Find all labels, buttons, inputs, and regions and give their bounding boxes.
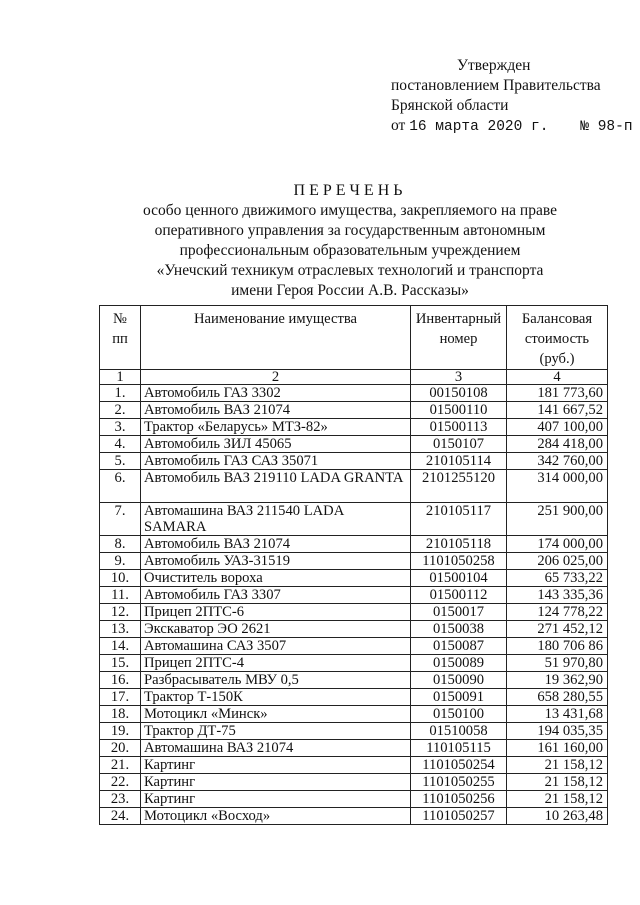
row-cost: 161 160,00 xyxy=(507,740,608,757)
table-row xyxy=(100,402,608,419)
row-cost: 194 035,35 xyxy=(507,723,608,740)
row-cost: 124 778,22 xyxy=(507,604,608,621)
row-cost: 13 431,68 xyxy=(507,706,608,723)
row-name: Автомобиль ЗИЛ 45065 xyxy=(141,436,411,453)
table-row xyxy=(100,655,608,672)
column-number: 2 xyxy=(141,370,411,385)
row-name: Картинг xyxy=(141,774,411,791)
table-row xyxy=(100,757,608,774)
row-inventory-number: 2101255120 xyxy=(411,470,507,503)
row-cost: 658 280,55 xyxy=(507,689,608,706)
row-cost: 407 100,00 xyxy=(507,419,608,436)
table-row xyxy=(100,791,608,808)
row-name: Разбрасыватель МВУ 0,5 xyxy=(141,672,411,689)
row-number: 15. xyxy=(100,655,141,672)
row-cost: 21 158,12 xyxy=(507,774,608,791)
table-row xyxy=(100,689,608,706)
table-row xyxy=(100,553,608,570)
row-name: Автомобиль ГАЗ 3307 xyxy=(141,587,411,604)
row-cost: 65 733,22 xyxy=(507,570,608,587)
row-name: Автомашина ВАЗ 21074 xyxy=(141,740,411,757)
row-name: Трактор ДТ-75 xyxy=(141,723,411,740)
row-inventory-number: 210105118 xyxy=(411,536,507,553)
table-header-row xyxy=(100,306,608,370)
row-number: 1. xyxy=(100,385,141,402)
table-row xyxy=(100,470,608,503)
row-number: 20. xyxy=(100,740,141,757)
row-name: Трактор Т-150К xyxy=(141,689,411,706)
row-number: 4. xyxy=(100,436,141,453)
table-row xyxy=(100,672,608,689)
row-name: Мотоцикл «Минск» xyxy=(141,706,411,723)
row-number: 7. xyxy=(100,503,141,536)
row-name: Автомобиль ВАЗ 219110 LADA GRANTA xyxy=(141,470,411,503)
row-inventory-number: 1101050258 xyxy=(411,553,507,570)
row-number: 8. xyxy=(100,536,141,553)
column-number: 1 xyxy=(100,370,141,385)
row-inventory-number: 0150017 xyxy=(411,604,507,621)
row-inventory-number: 01500104 xyxy=(411,570,507,587)
row-number: 12. xyxy=(100,604,141,621)
row-number: 23. xyxy=(100,791,141,808)
table-row xyxy=(100,385,608,402)
row-name: Трактор «Беларусь» МТЗ-82» xyxy=(141,419,411,436)
row-number: 18. xyxy=(100,706,141,723)
row-name: Автомобиль ВАЗ 21074 xyxy=(141,402,411,419)
row-number: 24. xyxy=(100,808,141,825)
row-inventory-number: 0150090 xyxy=(411,672,507,689)
approval-date-value: 16 марта 2020 г. xyxy=(409,119,549,135)
row-cost: 181 773,60 xyxy=(507,385,608,402)
row-inventory-number: 1101050256 xyxy=(411,791,507,808)
row-inventory-number: 01500112 xyxy=(411,587,507,604)
approval-line-approved: Утвержден xyxy=(457,57,531,74)
table-row xyxy=(100,774,608,791)
row-name: Прицеп 2ПТС-6 xyxy=(141,604,411,621)
row-name: Картинг xyxy=(141,757,411,774)
table-body xyxy=(100,385,608,825)
column-number-row xyxy=(100,370,608,385)
row-number: 10. xyxy=(100,570,141,587)
row-inventory-number: 00150108 xyxy=(411,385,507,402)
table-row xyxy=(100,570,608,587)
row-cost: 284 418,00 xyxy=(507,436,608,453)
heading-line-5: имени Героя России А.В. Рассказы» xyxy=(231,282,469,299)
row-cost: 251 900,00 xyxy=(507,503,608,536)
row-number: 3. xyxy=(100,419,141,436)
table-row xyxy=(100,604,608,621)
row-name: Картинг xyxy=(141,791,411,808)
document-title: ПЕРЕЧЕНЬ xyxy=(293,182,407,199)
table-row xyxy=(100,419,608,436)
row-inventory-number: 01500113 xyxy=(411,419,507,436)
row-inventory-number: 0150089 xyxy=(411,655,507,672)
row-number: 6. xyxy=(100,470,141,503)
row-number: 19. xyxy=(100,723,141,740)
header-cost: Балансовая стоимость (руб.) xyxy=(507,306,608,370)
header-name: Наименование имущества xyxy=(141,306,411,370)
row-number: 9. xyxy=(100,553,141,570)
row-number: 13. xyxy=(100,621,141,638)
heading-line-4: «Унечский техникум отраслевых технологий и транспорта xyxy=(156,262,544,279)
row-name: Автомобиль УАЗ-31519 xyxy=(141,553,411,570)
approval-number: № 98-п xyxy=(580,119,633,135)
header-number: № пп xyxy=(100,306,141,370)
table-row xyxy=(100,621,608,638)
column-number: 4 xyxy=(507,370,608,385)
document-heading xyxy=(130,181,570,301)
row-inventory-number: 210105117 xyxy=(411,503,507,536)
approval-date-prefix: от xyxy=(391,117,406,134)
row-name: Экскаватор ЭО 2621 xyxy=(141,621,411,638)
row-inventory-number: 0150038 xyxy=(411,621,507,638)
heading-line-1: особо ценного движимого имущества, закрепляемого на праве xyxy=(143,202,557,219)
row-name: Автомобиль ГАЗ 3302 xyxy=(141,385,411,402)
row-inventory-number: 01500110 xyxy=(411,402,507,419)
row-cost: 174 000,00 xyxy=(507,536,608,553)
row-name: Автомашина САЗ 3507 xyxy=(141,638,411,655)
row-number: 17. xyxy=(100,689,141,706)
row-cost: 141 667,52 xyxy=(507,402,608,419)
row-number: 16. xyxy=(100,672,141,689)
approval-line-region: Брянской области xyxy=(391,97,509,114)
row-number: 5. xyxy=(100,453,141,470)
table-row xyxy=(100,503,608,536)
row-cost: 10 263,48 xyxy=(507,808,608,825)
row-inventory-number: 110105115 xyxy=(411,740,507,757)
row-cost: 206 025,00 xyxy=(507,553,608,570)
row-cost: 143 335,36 xyxy=(507,587,608,604)
column-number: 3 xyxy=(411,370,507,385)
row-cost: 21 158,12 xyxy=(507,757,608,774)
row-number: 2. xyxy=(100,402,141,419)
row-inventory-number: 1101050257 xyxy=(411,808,507,825)
row-inventory-number: 0150091 xyxy=(411,689,507,706)
row-number: 11. xyxy=(100,587,141,604)
row-inventory-number: 1101050255 xyxy=(411,774,507,791)
row-number: 14. xyxy=(100,638,141,655)
row-name: Автомашина ВАЗ 211540 LADA SAMARA xyxy=(141,503,411,536)
table-row xyxy=(100,740,608,757)
approval-block xyxy=(391,56,631,137)
table-row xyxy=(100,587,608,604)
row-name: Автомобиль ВАЗ 21074 xyxy=(141,536,411,553)
row-name: Мотоцикл «Восход» xyxy=(141,808,411,825)
row-inventory-number: 01510058 xyxy=(411,723,507,740)
approval-line-resolution: постановлением Правительства xyxy=(391,77,601,94)
row-name: Очиститель вороха xyxy=(141,570,411,587)
approval-date-line xyxy=(391,116,631,137)
row-inventory-number: 0150107 xyxy=(411,436,507,453)
row-number: 21. xyxy=(100,757,141,774)
row-name: Прицеп 2ПТС-4 xyxy=(141,655,411,672)
row-cost: 314 000,00 xyxy=(507,470,608,503)
table-row xyxy=(100,436,608,453)
row-inventory-number: 1101050254 xyxy=(411,757,507,774)
table-row xyxy=(100,536,608,553)
row-name: Автомобиль ГАЗ САЗ 35071 xyxy=(141,453,411,470)
table-row xyxy=(100,453,608,470)
row-cost: 180 706 86 xyxy=(507,638,608,655)
row-cost: 21 158,12 xyxy=(507,791,608,808)
row-number: 22. xyxy=(100,774,141,791)
row-inventory-number: 0150087 xyxy=(411,638,507,655)
table-row xyxy=(100,723,608,740)
header-inventory: Инвентарный номер xyxy=(411,306,507,370)
row-cost: 342 760,00 xyxy=(507,453,608,470)
property-table xyxy=(99,305,608,825)
table-row xyxy=(100,638,608,655)
table-row xyxy=(100,706,608,723)
row-cost: 271 452,12 xyxy=(507,621,608,638)
heading-line-3: профессиональным образовательным учреждением xyxy=(179,242,521,259)
row-inventory-number: 0150100 xyxy=(411,706,507,723)
row-cost: 19 362,90 xyxy=(507,672,608,689)
row-inventory-number: 210105114 xyxy=(411,453,507,470)
row-cost: 51 970,80 xyxy=(507,655,608,672)
heading-line-2: оперативного управления за государственным автономным xyxy=(154,222,546,239)
table-row xyxy=(100,808,608,825)
